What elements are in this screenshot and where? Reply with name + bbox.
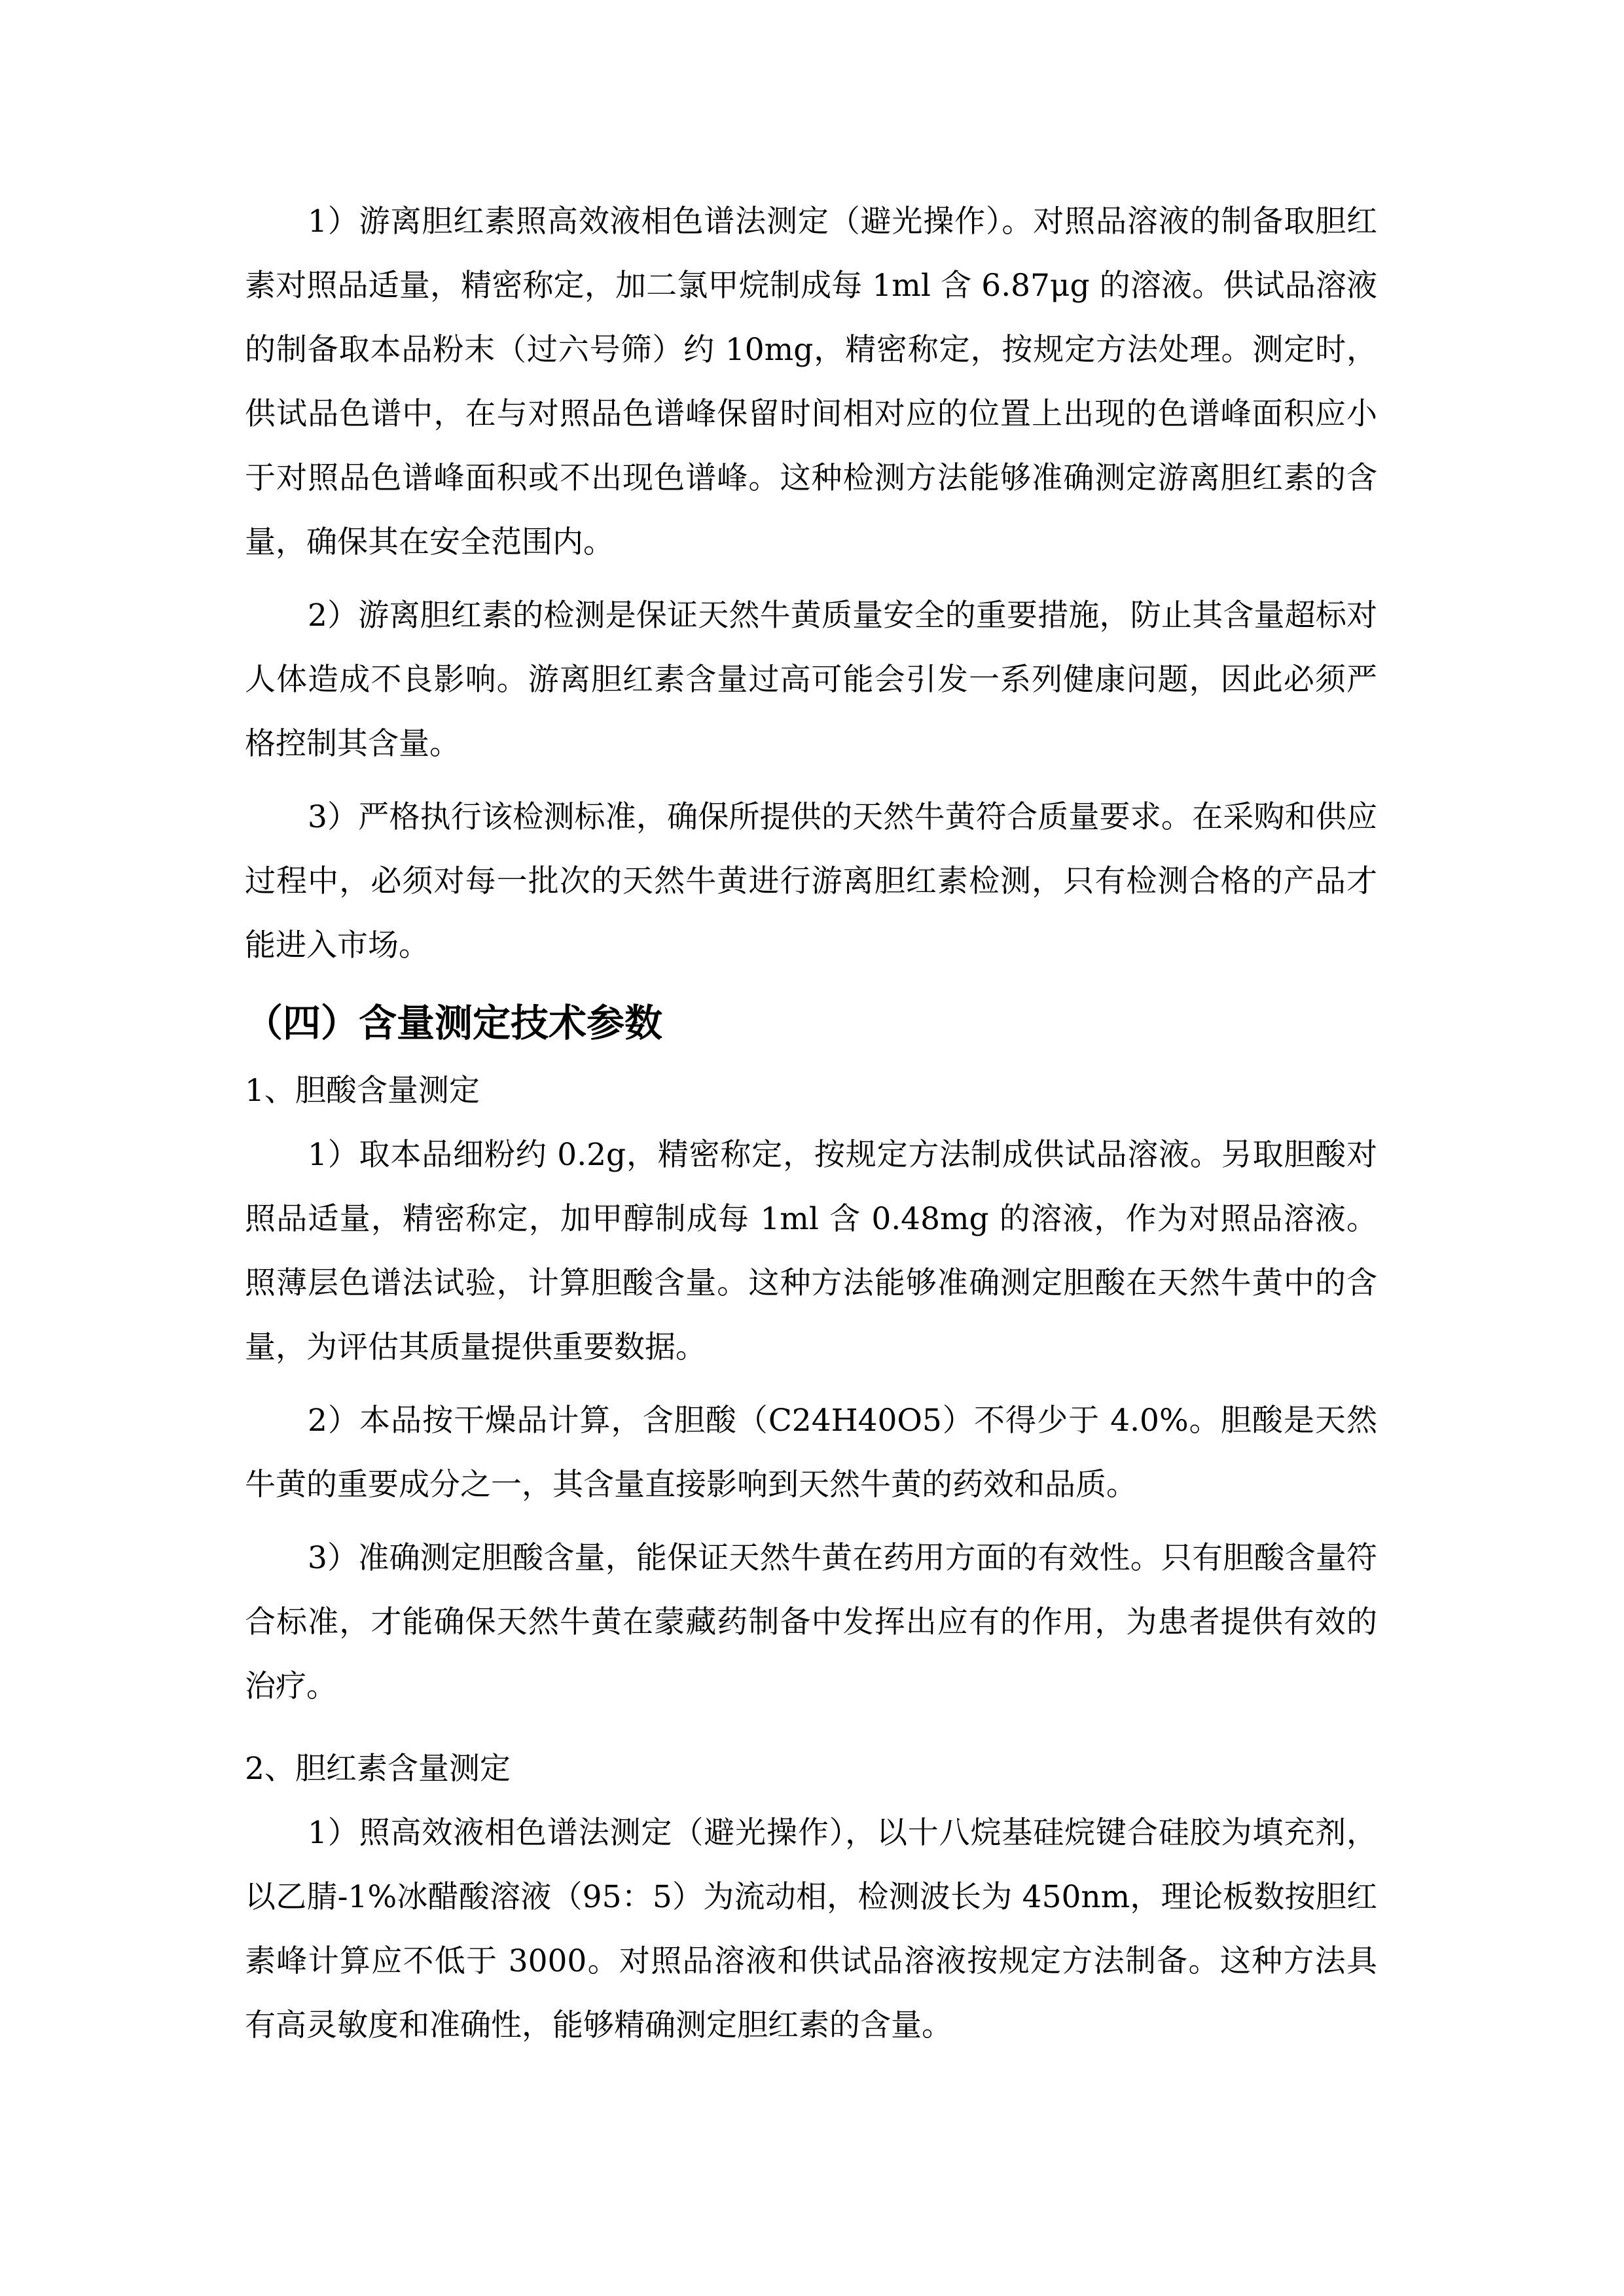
paragraph-free-bilirubin-standard: 3）严格执行该检测标准，确保所提供的天然牛黄符合质量要求。在采购和供应过程中，必须对每一批次的天然牛黄进行游离胆红素检测，只有检测合格的产品才能进入市场。	[245, 799, 1377, 963]
paragraph-cholic-acid-limit: 2）本品按干燥品计算，含胆酸（C24H40O5）不得少于 4.0%。胆酸是天然牛黄的重要成分之一，其含量直接影响到天然牛黄的药效和品质。	[245, 1403, 1377, 1503]
paragraph-cholic-acid-method: 1）取本品细粉约 0.2g，精密称定，按规定方法制成供试品溶液。另取胆酸对照品适量，精密称定，加甲醇制成每 1ml 含 0.48mg 的溶液，作为对照品溶液。照薄层色谱法试验，计算胆酸含量。这种方法能够准确测定胆酸在天然牛黄中的含量，为评估其质量提供重要数据。	[245, 1137, 1377, 1365]
document-page	[245, 190, 1377, 2058]
paragraph-bilirubin-method: 1）照高效液相色谱法测定（避光操作），以十八烷基硅烷键合硅胶为填充剂，以乙腈-1%冰醋酸溶液（95：5）为流动相，检测波长为 450nm，理论板数按胆红素峰计算应不低于 3000。对照品溶液和供试品溶液按规定方法制备。这种方法具有高灵敏度和准确性，能够精确测定胆红素的含量。	[245, 1815, 1377, 2043]
paragraph-free-bilirubin-method: 1）游离胆红素照高效液相色谱法测定（避光操作）。对照品溶液的制备取胆红素对照品适量，精密称定，加二氯甲烷制成每 1ml 含 6.87μg 的溶液。供试品溶液的制备取本品粉末（过六号筛）约 10mg，精密称定，按规定方法处理。测定时，供试品色谱中，在与对照品色谱峰保留时间相对应的位置上出现的色谱峰面积应小于对照品色谱峰面积或不出现色谱峰。这种检测方法能够准确测定游离胆红素的含量，确保其在安全范围内。	[245, 204, 1377, 560]
subheading-cholic-acid: 1、胆酸含量测定	[245, 1073, 480, 1109]
paragraph-free-bilirubin-importance: 2）游离胆红素的检测是保证天然牛黄质量安全的重要措施，防止其含量超标对人体造成不良影响。游离胆红素含量过高可能会引发一系列健康问题，因此必须严格控制其含量。	[245, 598, 1377, 762]
section-title-content-determination: （四）含量测定技术参数	[245, 1001, 663, 1045]
subheading-bilirubin: 2、胆红素含量测定	[245, 1751, 511, 1787]
paragraph-cholic-acid-significance: 3）准确测定胆酸含量，能保证天然牛黄在药用方面的有效性。只有胆酸含量符合标准，才能确保天然牛黄在蒙藏药制备中发挥出应有的作用，为患者提供有效的治疗。	[245, 1540, 1377, 1704]
